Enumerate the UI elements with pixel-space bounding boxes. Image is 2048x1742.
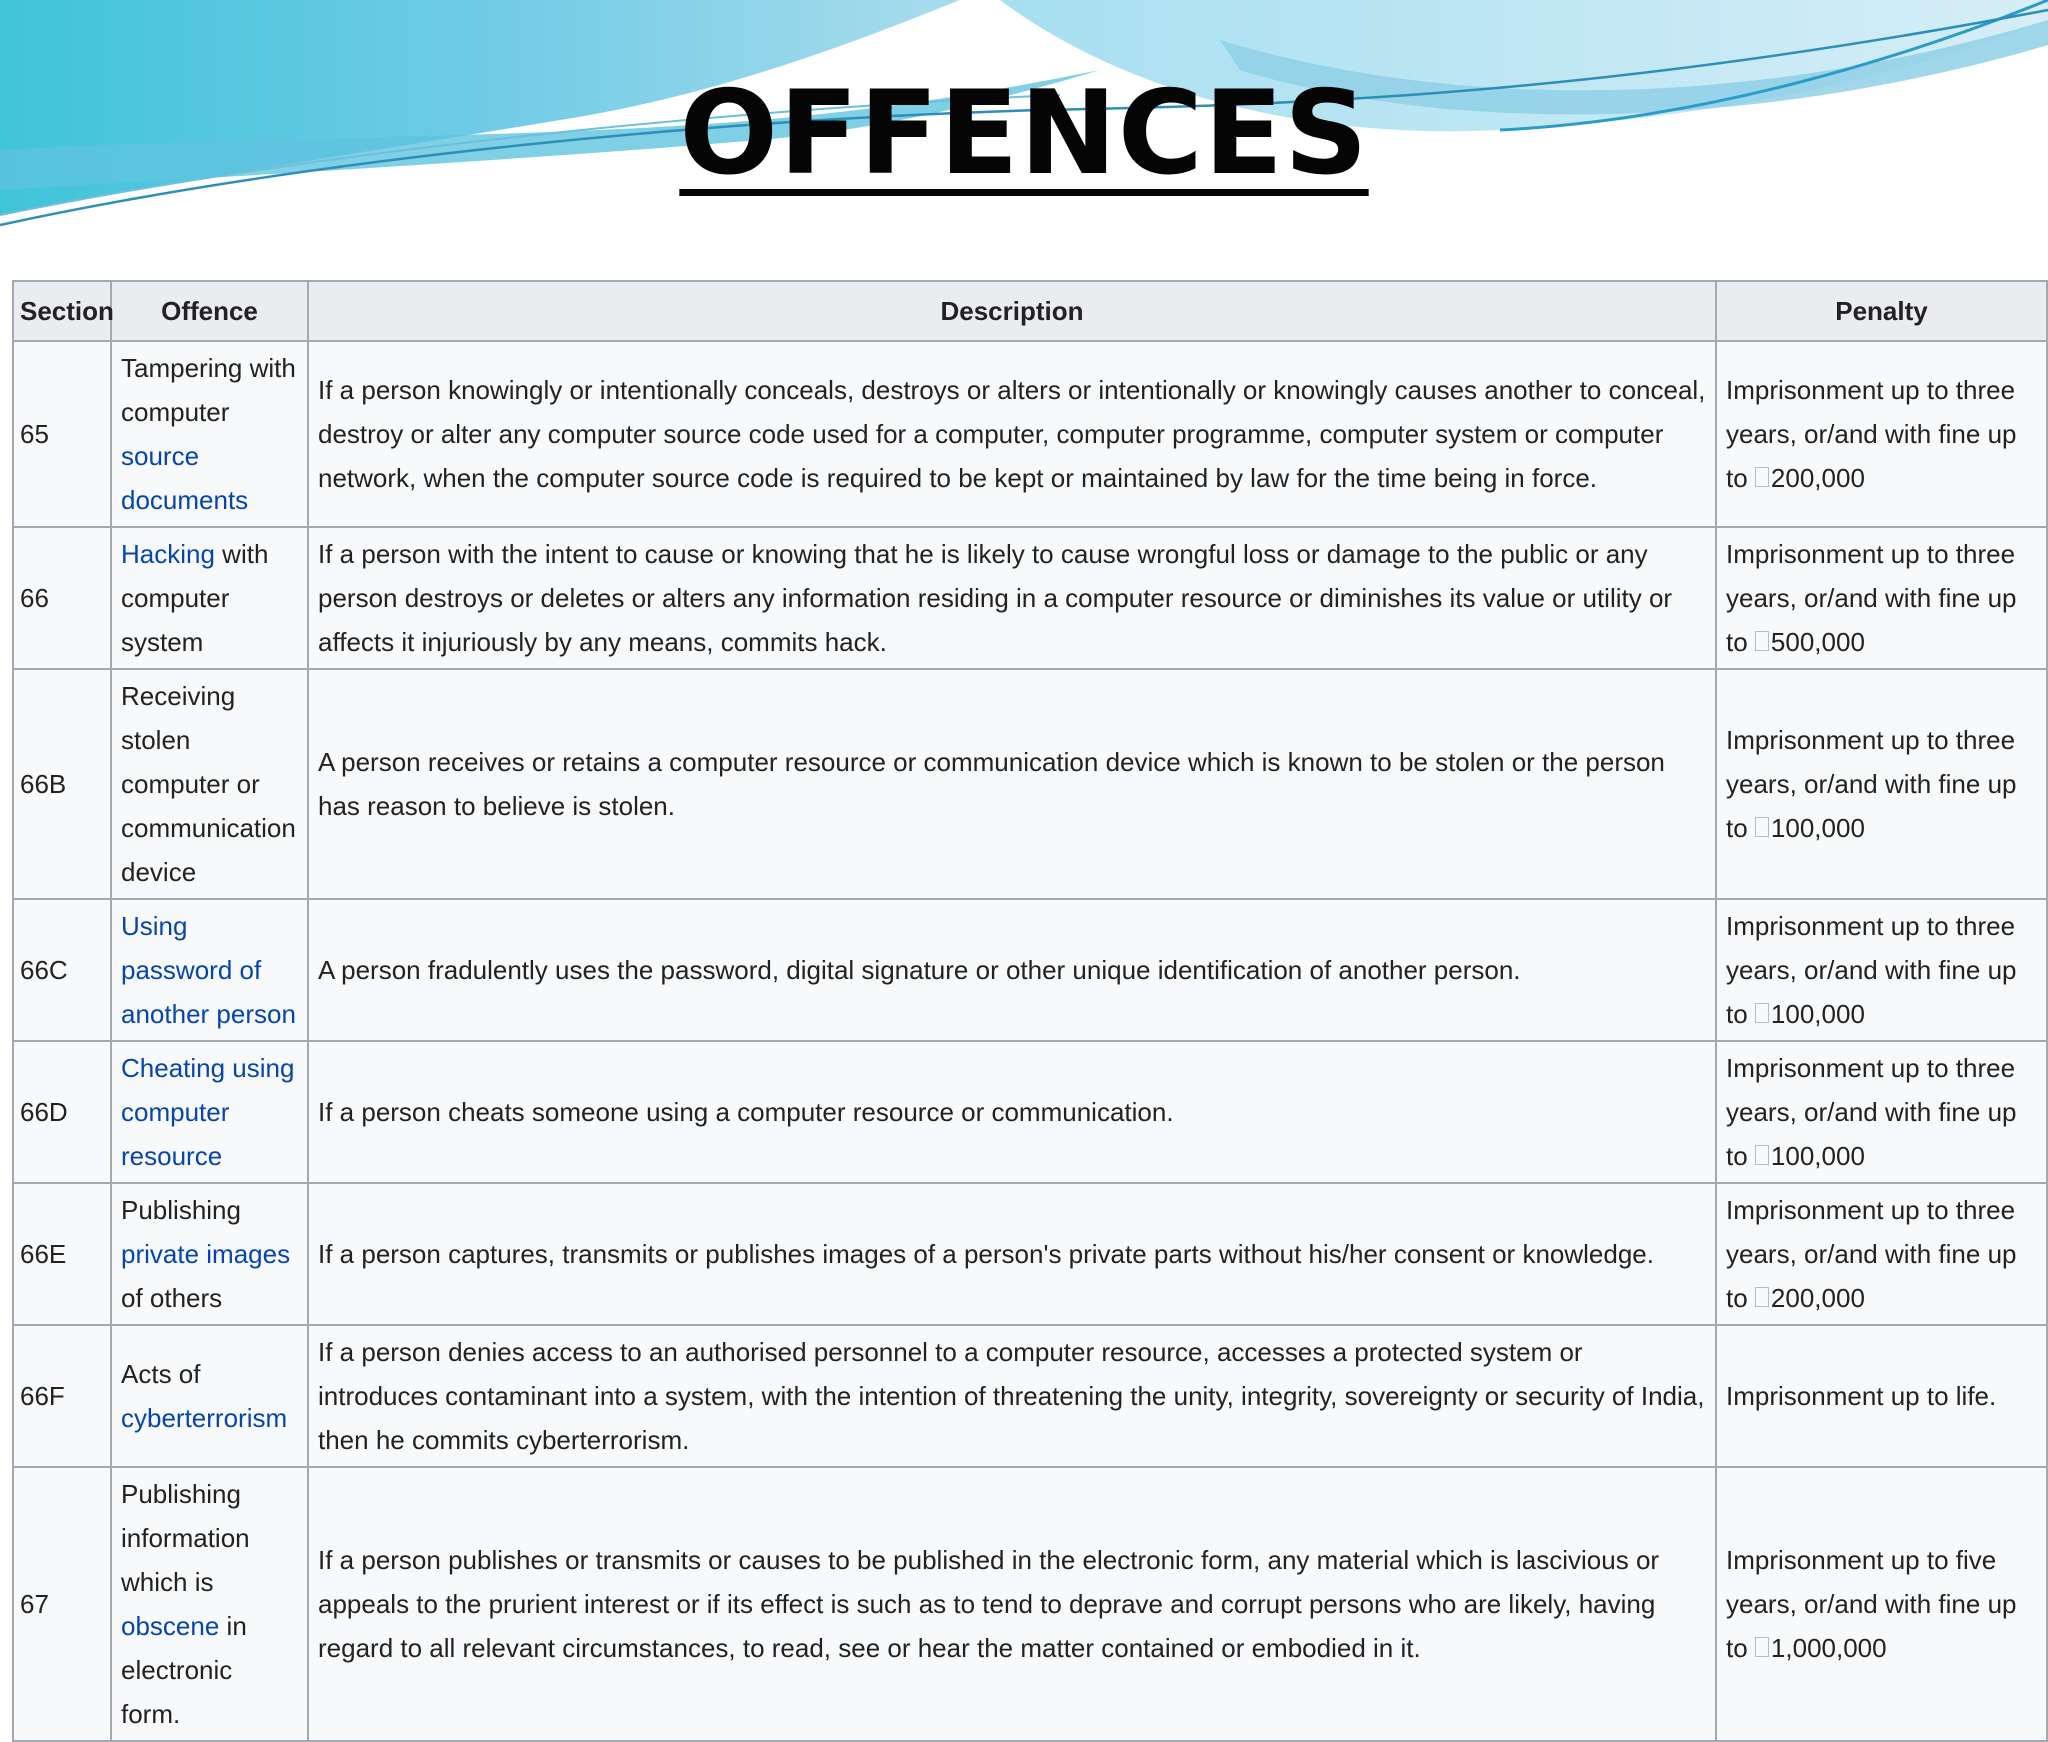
section-cell: 65	[13, 341, 111, 527]
offence-text: Publishing	[121, 1195, 241, 1225]
offence-link[interactable]: Hacking	[121, 539, 215, 569]
description-cell: A person receives or retains a computer resource or communication device which is known to be stolen or the person has reason to believe is stolen.	[308, 669, 1716, 899]
offence-link[interactable]: Cheating using computer resource	[121, 1053, 295, 1171]
offence-text: Receiving stolen computer or communication device	[121, 681, 296, 887]
penalty-text: Imprisonment up to three years, or/and with fine up to	[1726, 725, 2017, 843]
currency-glyph-icon	[1755, 1145, 1769, 1165]
description-cell: If a person denies access to an authorised personnel to a computer resource, accesses a protected system or introduces contaminant into a system, with the intention of threatening the unity, integrity, sovereignty or security of India, then he commits cyberterrorism.	[308, 1325, 1716, 1467]
table-row	[13, 899, 2047, 1041]
description-cell: If a person knowingly or intentionally conceals, destroys or alters or intentionally or knowingly causes another to conceal, destroy or alter any computer source code used for a computer, computer programme, computer system or computer network, when the computer source code is required to be kept or maintained by law for the time being in force.	[308, 341, 1716, 527]
penalty-cell	[1716, 1183, 2047, 1325]
description-cell: If a person publishes or transmits or causes to be published in the electronic form, any material which is lascivious or appeals to the prurient interest or if its effect is such as to tend to deprave and corrupt persons who are likely, having regard to all relevant circumstances, to read, see or hear the matter contained or embodied in it.	[308, 1467, 1716, 1741]
offence-cell	[111, 669, 308, 899]
penalty-cell	[1716, 1467, 2047, 1741]
section-cell: 66B	[13, 669, 111, 899]
table-header-row	[13, 281, 2047, 341]
penalty-cell	[1716, 669, 2047, 899]
penalty-text: Imprisonment up to five years, or/and with fine up to	[1726, 1545, 2017, 1663]
section-cell: 67	[13, 1467, 111, 1741]
penalty-cell	[1716, 527, 2047, 669]
offence-cell	[111, 1325, 308, 1467]
offence-link[interactable]: cyberterrorism	[121, 1403, 288, 1433]
section-cell: 66D	[13, 1041, 111, 1183]
table-row	[13, 669, 2047, 899]
currency-glyph-icon	[1755, 1003, 1769, 1023]
section-cell: 66E	[13, 1183, 111, 1325]
table-row	[13, 527, 2047, 669]
header-offence: Offence	[111, 281, 308, 341]
table-row	[13, 1041, 2047, 1183]
penalty-amount: 100,000	[1770, 1141, 1865, 1171]
offence-cell	[111, 1041, 308, 1183]
penalty-amount: 100,000	[1770, 999, 1865, 1029]
penalty-cell	[1716, 899, 2047, 1041]
table-row	[13, 341, 2047, 527]
penalty-text: Imprisonment up to three years, or/and with fine up to	[1726, 375, 2017, 493]
currency-glyph-icon	[1755, 1637, 1769, 1657]
penalty-cell	[1716, 341, 2047, 527]
offence-cell	[111, 1467, 308, 1741]
offence-text: Tampering with computer	[121, 353, 296, 427]
offence-text: in electronic form.	[121, 1611, 247, 1729]
offence-cell	[111, 527, 308, 669]
penalty-text: Imprisonment up to three years, or/and with fine up to	[1726, 1195, 2017, 1313]
offence-link[interactable]: obscene	[121, 1611, 220, 1641]
penalty-cell	[1716, 1041, 2047, 1183]
penalty-text: Imprisonment up to life.	[1726, 1381, 1997, 1411]
penalty-amount: 200,000	[1770, 1283, 1865, 1313]
table-body	[13, 341, 2047, 1741]
offence-text: Publishing information which is	[121, 1479, 250, 1597]
page-title	[0, 66, 2048, 201]
title-text: OFFENCES	[679, 66, 1369, 201]
description-cell: A person fradulently uses the password, digital signature or other unique identification of another person.	[308, 899, 1716, 1041]
section-cell: 66	[13, 527, 111, 669]
offence-text: with computer system	[121, 539, 269, 657]
penalty-amount: 100,000	[1770, 813, 1865, 843]
header-penalty: Penalty	[1716, 281, 2047, 341]
section-cell: 66C	[13, 899, 111, 1041]
penalty-text: Imprisonment up to three years, or/and with fine up to	[1726, 539, 2017, 657]
description-cell: If a person captures, transmits or publishes images of a person's private parts without his/her consent or knowledge.	[308, 1183, 1716, 1325]
currency-glyph-icon	[1755, 467, 1769, 487]
currency-glyph-icon	[1755, 1287, 1769, 1307]
offence-link[interactable]: Using password of another person	[121, 911, 296, 1029]
offence-text: of others	[121, 1283, 223, 1313]
currency-glyph-icon	[1755, 631, 1769, 651]
offence-text: Acts of	[121, 1359, 201, 1389]
offences-table	[12, 280, 2048, 1742]
offence-cell	[111, 341, 308, 527]
penalty-amount: 200,000	[1770, 463, 1865, 493]
description-cell: If a person cheats someone using a computer resource or communication.	[308, 1041, 1716, 1183]
penalty-cell	[1716, 1325, 2047, 1467]
currency-glyph-icon	[1755, 817, 1769, 837]
penalty-amount: 500,000	[1770, 627, 1865, 657]
offence-link[interactable]: source documents	[121, 441, 249, 515]
offence-cell	[111, 899, 308, 1041]
table-row	[13, 1183, 2047, 1325]
section-cell: 66F	[13, 1325, 111, 1467]
table-row	[13, 1325, 2047, 1467]
table-row	[13, 1467, 2047, 1741]
header-section: Section	[13, 281, 111, 341]
offence-link[interactable]: private images	[121, 1239, 291, 1269]
offence-cell	[111, 1183, 308, 1325]
penalty-text: Imprisonment up to three years, or/and with fine up to	[1726, 1053, 2017, 1171]
penalty-text: Imprisonment up to three years, or/and with fine up to	[1726, 911, 2017, 1029]
penalty-amount: 1,000,000	[1770, 1633, 1887, 1663]
description-cell: If a person with the intent to cause or knowing that he is likely to cause wrongful loss or damage to the public or any person destroys or deletes or alters any information residing in a computer resource or diminishes its value or utility or affects it injuriously by any means, commits hack.	[308, 527, 1716, 669]
header-description: Description	[308, 281, 1716, 341]
